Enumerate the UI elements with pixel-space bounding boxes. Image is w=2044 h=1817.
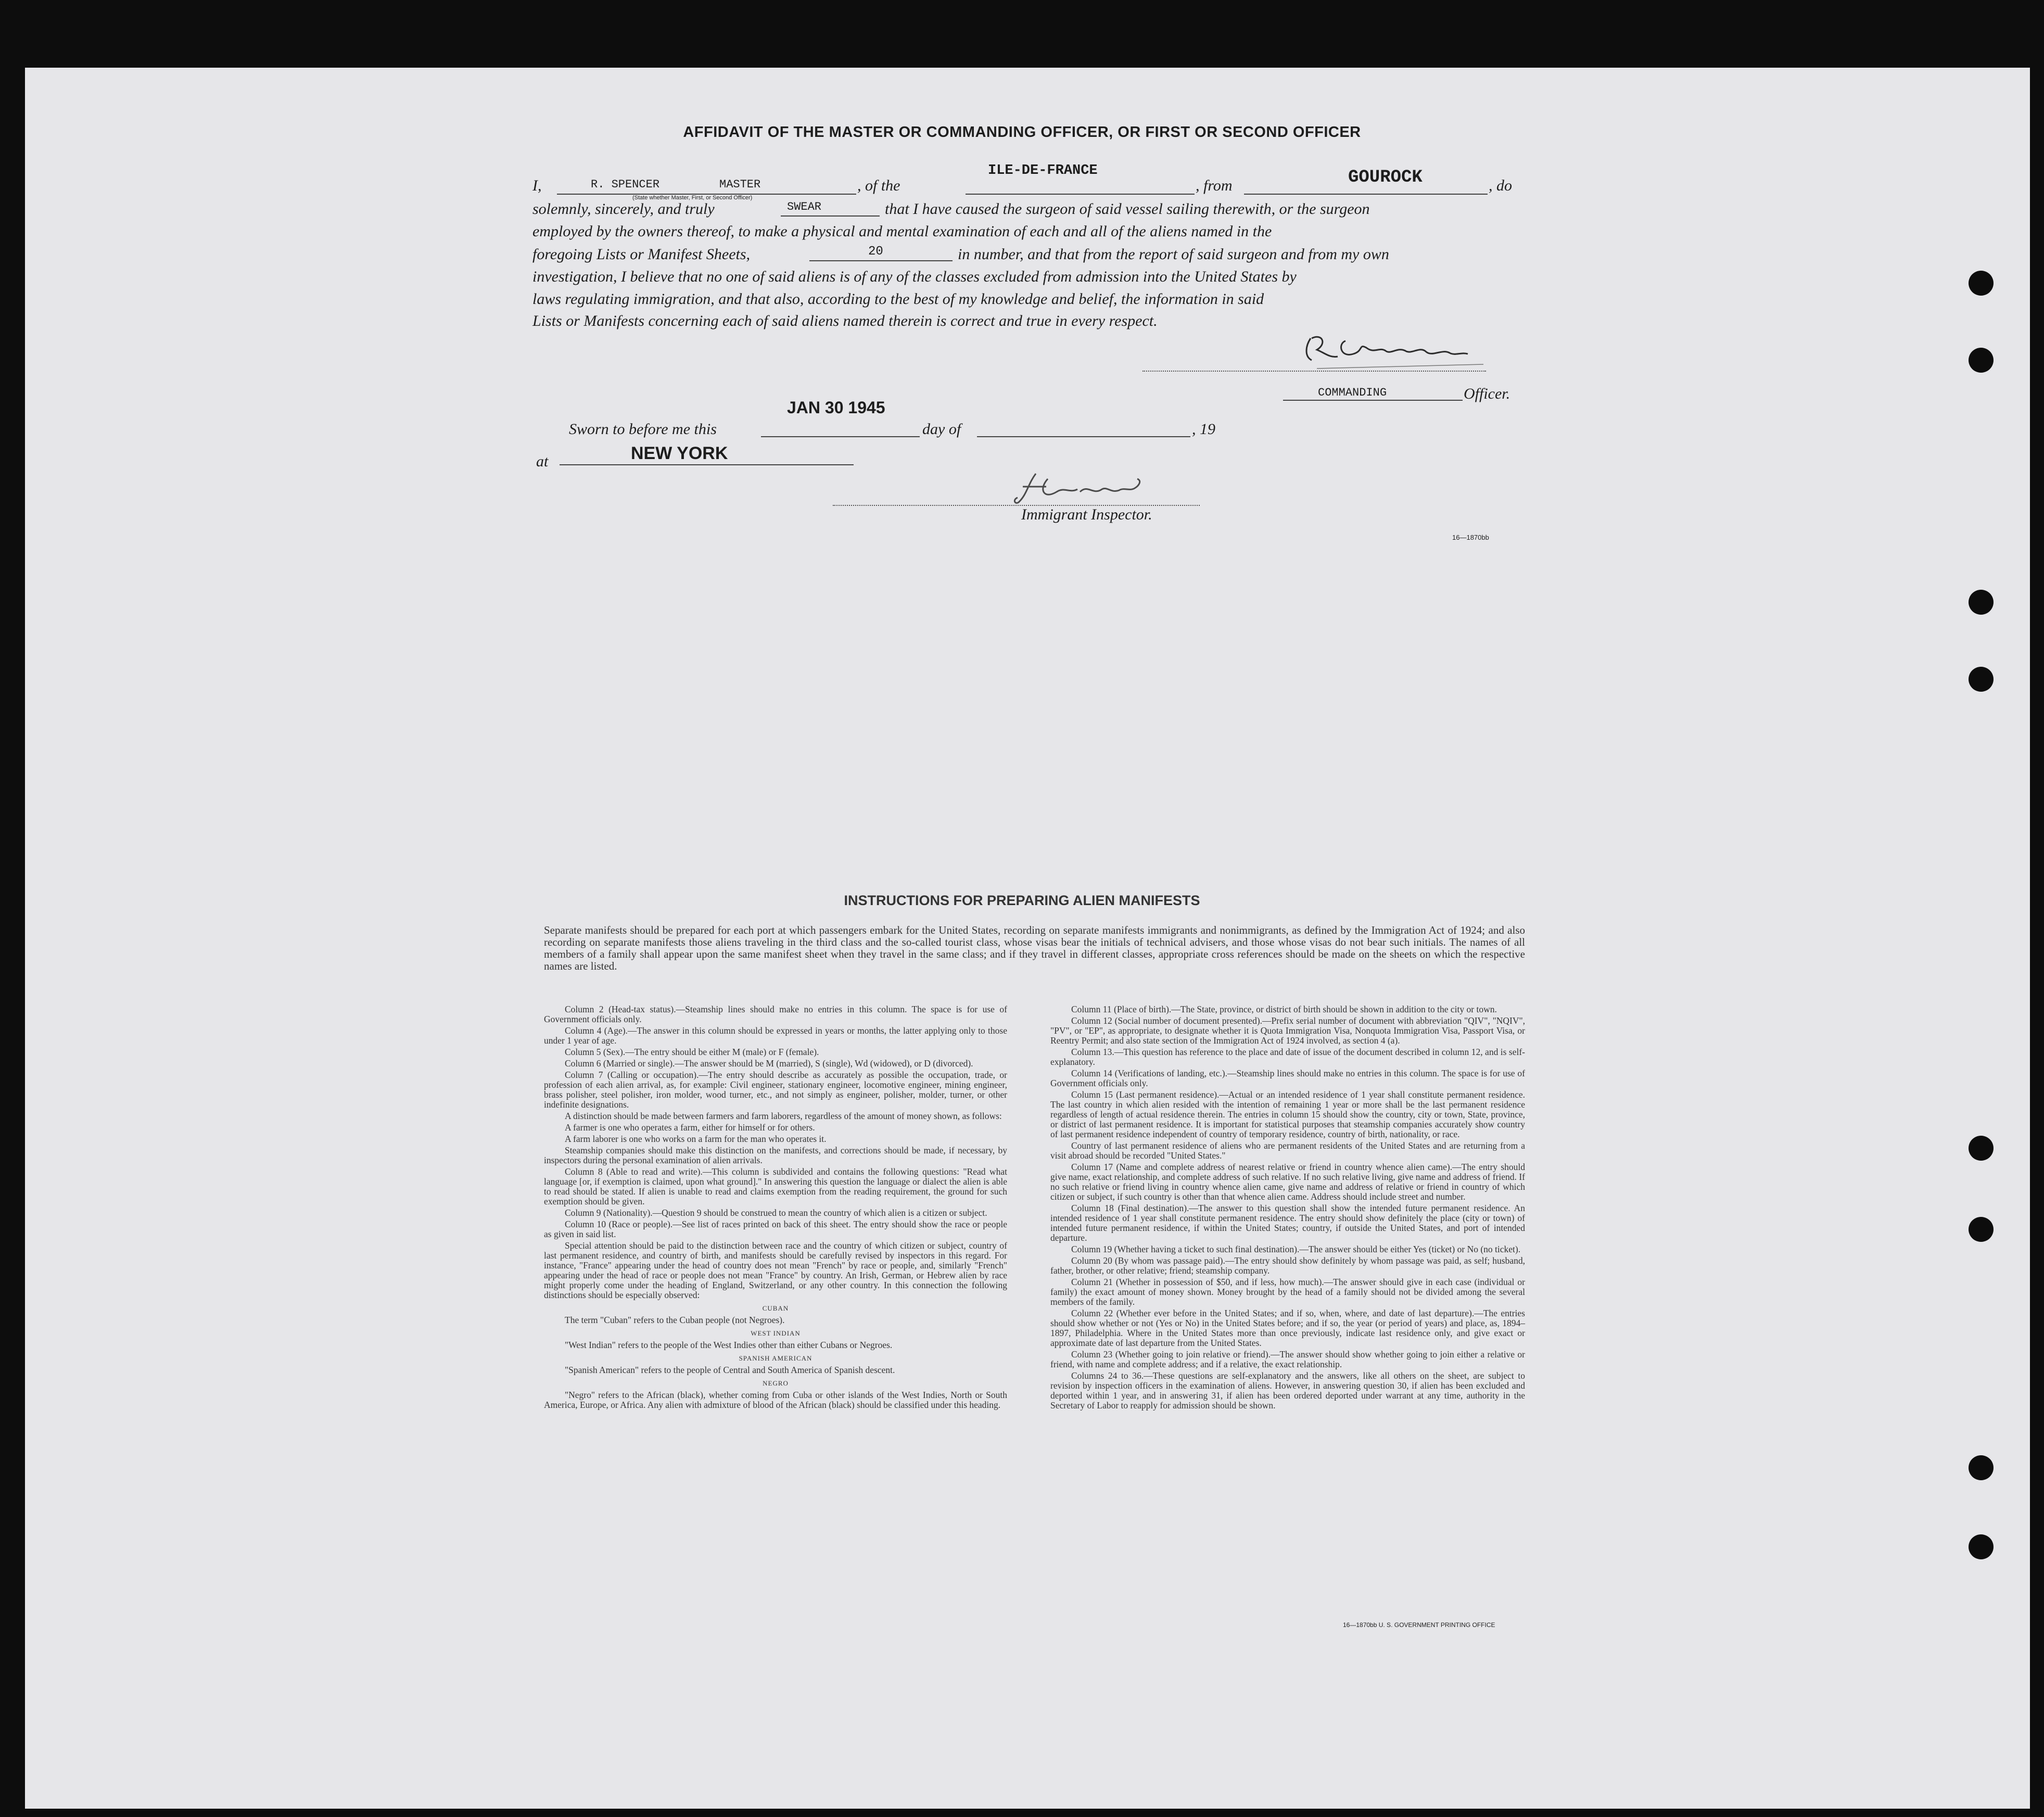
printing-office-footer: 16—1870bb U. S. GOVERNMENT PRINTING OFFICE [1343, 1621, 1495, 1629]
subheading-negro: NEGRO [763, 1379, 789, 1387]
place-rule [560, 464, 854, 465]
right-paragraph: Country of last permanent residence of aliens who are permanent residents of the United States and are returning from a visit abroad should be recorded "United States." [1050, 1140, 1525, 1161]
right-paragraph: Column 19 (Whether having a ticket to such final destination).—The answer should be either Yes (ticket) or No (no ticket). [1071, 1244, 1521, 1254]
binder-hole [1969, 1217, 1994, 1242]
sworn-rule-1 [761, 436, 920, 437]
ship-field: ILE-DE-FRANCE [988, 163, 1098, 179]
left-paragraph: A distinction should be made between farmers and farm laborers, regardless of the amount of money shown, as follows: [565, 1111, 1002, 1121]
date-stamp: JAN 30 1945 [787, 398, 885, 417]
place-field: NEW YORK [631, 443, 728, 463]
affidavit-title: AFFIDAVIT OF THE MASTER OR COMMANDING OFFICER, OR FIRST OR SECOND OFFICER [683, 124, 1361, 141]
signature-rule [1142, 371, 1486, 372]
name-field: R. SPENCER [591, 178, 660, 191]
right-paragraph: Column 22 (Whether ever before in the United States; and if so, when, where, and date of last departure).—The entries should show whether or not (Yes or No) in the United States before; and if so, the year (or period of years) and place, as, 1894–1897, Philadelphia. Where in the United States more than once previously, indicate last residence only, and give exact or approximate date of last departure from the United States. [1050, 1308, 1525, 1348]
instructions-right-column [1050, 1005, 1525, 1412]
affidavit-line-1b: , of the [857, 177, 900, 194]
affidavit-line-5: investigation, I believe that no one of said aliens is of any of the classes excluded from admission into the United States by [532, 268, 1297, 285]
binder-hole [1969, 667, 1994, 692]
right-paragraph: Column 15 (Last permanent residence).—Actual or an intended residence of 1 year shall constitute permanent residence. The last country in which alien resided with the intention of remaining 1 year or more shall be the last permanent residence regardless of length of actual residence therein. The entries in column 15 should show the country, city or town, State, province, or district of last permanent residence. It is important for statistical purposes that steamship companies accurately show country of last permanent residence independent of country of temporary residence, country of birth, nationality, or race. [1050, 1089, 1525, 1139]
officer-field: COMMANDING [1318, 386, 1387, 399]
at-label: at [536, 453, 549, 470]
oath-rule [781, 215, 880, 217]
right-paragraph: Column 23 (Whether going to join relative or friend).—The answer should show whether going to join either a relative or friend, with name and complete address; and if a relative, the exact relationship. [1050, 1349, 1525, 1369]
affidavit-line-4a: foregoing Lists or Manifest Sheets, [532, 246, 751, 263]
affidavit-line-7: Lists or Manifests concerning each of said aliens named therein is correct and true in every respect. [532, 312, 1158, 329]
affidavit-line-1a: I, [532, 177, 542, 194]
binder-hole [1969, 348, 1994, 373]
ship-rule [966, 194, 1195, 195]
affidavit-line-1c: , from [1196, 177, 1233, 194]
right-paragraph: Column 12 (Social number of document presented).—Prefix serial number of document with abbreviation "QIV", "NQIV", "PV", or "EP", as appropriate, to designate whether it is Quota Immigration Visa, Nonquota Immigration Visa, Passport Visa, or Reentry Permit; and also state section of the Immigration Act of 1924 involved, as section 4 (a). [1050, 1015, 1525, 1046]
port-rule [1244, 194, 1488, 195]
affidavit-line-1d: , do [1489, 177, 1512, 194]
affidavit-line-4b: in number, and that from the report of said surgeon and from my own [958, 246, 1389, 263]
left-paragraph: Column 4 (Age).—The answer in this column should be expressed in years or months, the latter applying only to those under 1 year of age. [544, 1025, 1007, 1046]
oath-field: SWEAR [787, 200, 822, 213]
right-paragraph: Column 13.—This question has reference to the place and date of issue of the document described in column 12, and is self-explanatory. [1050, 1047, 1525, 1067]
instructions-left-column [544, 1005, 1007, 1412]
text-negro: "Negro" refers to the African (black), whether coming from Cuba or other islands of the West Indies, North or South America, Europe, or Africa. Any alien with admixture of blood of the African (black) should be classified under this heading. [544, 1390, 1007, 1410]
affidavit-line-3: employed by the owners thereof, to make a physical and mental examination of each and all of the aliens named in the [532, 223, 1272, 240]
inspector-signature [986, 463, 1205, 510]
rank-caption: (State whether Master, First, or Second Officer) [632, 195, 753, 201]
sheets-field: 20 [868, 245, 883, 259]
day-of-label: day of [922, 421, 961, 438]
rank-field: MASTER [719, 178, 761, 191]
sworn-rule-2 [977, 436, 1190, 437]
left-paragraph: Special attention should be paid to the distinction between race and the country of which citizen or subject, country of last permanent residence, and country of birth, and manifests should be carefully revised by inspectors in this regard. For instance, "France" appearing under the head of country does not mean "French" by race or people, and, similarly "French" appearing under the head of race or people does not mean "France" by country. An Irish, German, or Hebrew alien by race might properly come under the heading of England, Switzerland, or any other country. In this connection the following distinctions should be especially observed: [544, 1240, 1007, 1300]
binder-hole [1969, 1455, 1994, 1480]
right-paragraph: Column 18 (Final destination).—The answer to this question shall show the intended future permanent residence. An intended residence of 1 year shall constitute permanent residence. The entry should show definitely the place (city or town) of intended future permanent residence, if within the United States; country, if outside the United States, and port of intended departure. [1050, 1203, 1525, 1243]
right-paragraph: Column 11 (Place of birth).—The State, province, or district of birth should be shown in addition to the city or town. [1071, 1004, 1497, 1014]
year-label: , 19 [1192, 421, 1215, 438]
binder-hole [1969, 1136, 1994, 1161]
sworn-label: Sworn to before me this [569, 421, 717, 438]
binder-hole [1969, 271, 1994, 296]
right-paragraph: Column 14 (Verifications of landing, etc.).—Steamship lines should make no entries in this column. The space is for use of Government officials only. [1050, 1068, 1525, 1088]
text-spanish-american: "Spanish American" refers to the people of Central and South America of Spanish descent. [565, 1365, 895, 1375]
binder-hole [1969, 1534, 1994, 1559]
left-paragraph: A farmer is one who operates a farm, either for himself or for others. [565, 1122, 815, 1133]
port-field: GOUROCK [1348, 168, 1423, 187]
sheets-rule [809, 260, 953, 261]
subheading-spanish-american: SPANISH AMERICAN [739, 1354, 812, 1362]
instructions-title: INSTRUCTIONS FOR PREPARING ALIEN MANIFESTS [844, 893, 1200, 908]
affidavit-line-2b: that I have caused the surgeon of said vessel sailing therewith, or the surgeon [885, 200, 1370, 218]
left-paragraph: Column 6 (Married or single).—The answer should be M (married), S (single), Wd (widowed), or D (divorced). [565, 1058, 973, 1069]
subheading-cuban: CUBAN [762, 1304, 789, 1312]
officer-suffix: Officer. [1464, 385, 1510, 402]
right-paragraph: Column 21 (Whether in possession of $50, and if less, how much).—The answer should give in each case (individual or family) the exact amount of money shown. Money brought by the head of a family should not be divided among the several members of the family. [1050, 1277, 1525, 1307]
form-number: 16—1870bb [1452, 533, 1489, 541]
text-cuban: The term "Cuban" refers to the Cuban people (not Negroes). [565, 1315, 785, 1325]
affidavit-line-2a: solemnly, sincerely, and truly [532, 200, 715, 218]
inspector-label: Immigrant Inspector. [1021, 506, 1152, 523]
subheading-west-indian: WEST INDIAN [751, 1329, 801, 1337]
right-paragraph: Column 20 (By whom was passage paid).—The entry should show definitely by whom passage was paid, as self; husband, father, brother, or other relative; friend; steamship company. [1050, 1255, 1525, 1276]
master-signature [1296, 328, 1494, 375]
left-paragraph: Column 9 (Nationality).—Question 9 should be construed to mean the country of which alien is a citizen or subject. [565, 1208, 987, 1218]
left-paragraph: Column 2 (Head-tax status).—Steamship lines should make no entries in this column. The space is for use of Government officials only. [544, 1004, 1007, 1024]
binder-hole [1969, 590, 1994, 615]
affidavit-line-6: laws regulating immigration, and that also, according to the best of my knowledge and belief, the information in said [532, 290, 1264, 308]
right-paragraph: Column 17 (Name and complete address of nearest relative or friend in country whence alien came).—The entry should give name, exact relationship, and complete address of such relative. If no such relative living, give name and address of friend. If no such relative or friend living in country whence alien came, give name and address of relative or friend in country of which citizen or subject, if such country is other than that whence alien came. Address should include street and number. [1050, 1162, 1525, 1202]
text-west-indian: "West Indian" refers to the people of the West Indies other than either Cubans or Negroes. [565, 1340, 893, 1350]
right-paragraph: Columns 24 to 36.—These questions are self-explanatory and the answers, like all others on the sheet, are subject to revision by inspection officers in the examination of aliens. However, in answering question 30, if alien has been excluded and deported within 1 year, and in answering 31, if alien has been ordered deported under warrant at any time, authority in the Secretary of Labor to reapply for admission should be shown. [1050, 1370, 1525, 1411]
instructions-intro: Separate manifests should be prepared for each port at which passengers embark for the United States, recording on separate manifests immigrants and nonimmigrants, as defined by the Immigration Act of 1924; and also recording on separate manifests those aliens traveling in the third class and the so-called tourist class, whose visas bear the initials of technical advisers, and those whose visas do not bear such initials. The names of all members of a family shall appear upon the same manifest sheet when they travel in the same class; and if they travel in different classes, appropriate cross references should be made on the sheets on which the respective names are listed. [544, 924, 1525, 972]
left-paragraph: Column 5 (Sex).—The entry should be either M (male) or F (female). [565, 1047, 819, 1057]
left-paragraph: A farm laborer is one who works on a farm for the man who operates it. [565, 1134, 827, 1144]
left-paragraph: Column 8 (Able to read and write).—This column is subdivided and contains the following questions: "Read what language [or, if exemption is claimed, upon what ground]." In answering this question the language or dialect the alien is able to read should be stated. If alien is unable to read and claims exemption from the reading requirement, the ground for such exemption should be given. [544, 1166, 1007, 1206]
left-paragraph: Steamship companies should make this distinction on the manifests, and corrections should be made, if necessary, by inspectors during the personal examination of alien arrivals. [544, 1145, 1007, 1165]
officer-rule [1283, 400, 1463, 401]
left-paragraph: Column 7 (Calling or occupation).—The entry should describe as accurately as possible the occupation, trade, or profession of each alien arrival, as, for example: Civil engineer, stationary engineer, locomotive engineer, mining engineer, brass polisher, steel polisher, iron molder, wood turner, etc., and not simply as engineer, polisher, molder, turner, or other indefinite designations. [544, 1070, 1007, 1110]
left-paragraph: Column 10 (Race or people).—See list of races printed on back of this sheet. The entry should show the race or people as given in said list. [544, 1219, 1007, 1239]
